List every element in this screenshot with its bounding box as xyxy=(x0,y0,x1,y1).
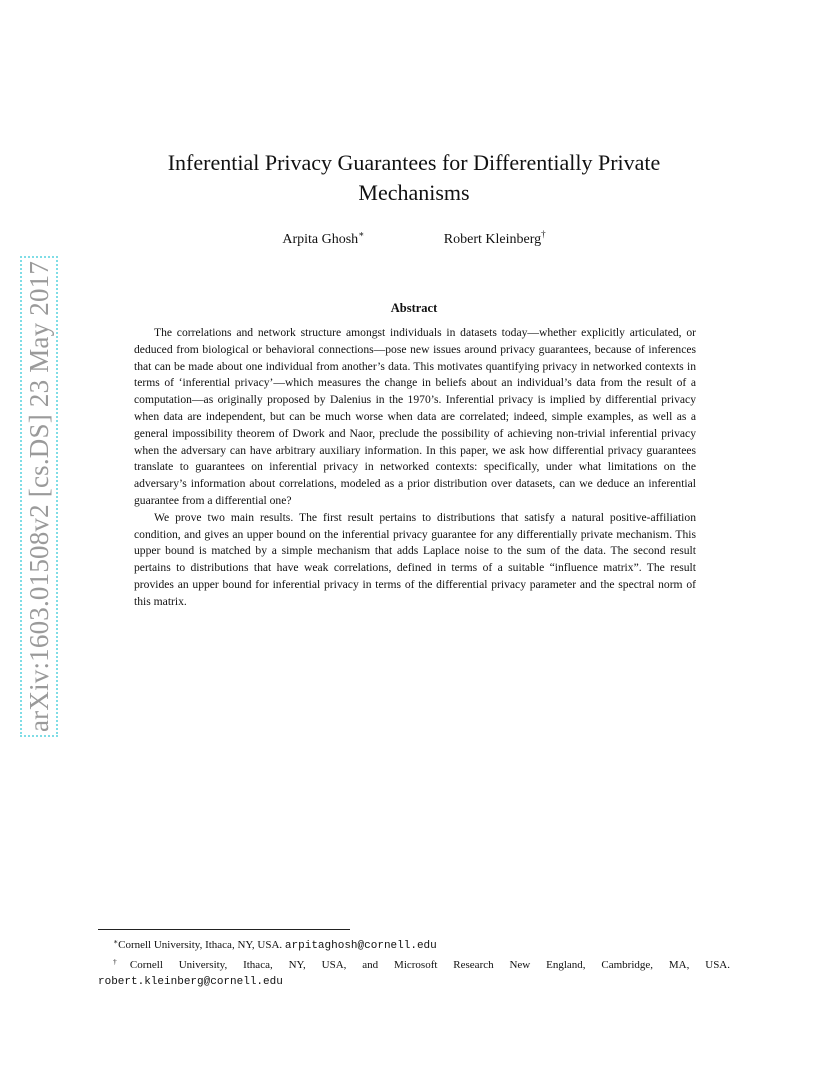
footnote-email: robert.kleinberg@cornell.edu xyxy=(98,976,283,988)
footnote-affiliation: Cornell University, Ithaca, NY, USA, and Microsoft Research New England, Cambridge, MA, USA. xyxy=(129,959,731,971)
author-list xyxy=(0,229,828,248)
author-name: Robert Kleinberg xyxy=(443,232,542,247)
footnote-mark: ∗ xyxy=(113,937,119,946)
footnote-affiliation: Cornell University, Ithaca, NY, USA. xyxy=(118,939,285,951)
page-title: Inferential Privacy Guarantees for Differentially Private Mechanisms xyxy=(167,150,661,205)
footnote-kleinberg xyxy=(98,954,730,990)
footnotes xyxy=(98,934,730,990)
abstract-paragraph-1: The correlations and network structure amongst individuals in datasets today—whether explicitly articulated, or deduced from biological or behavioral connections—pose new issues around privacy guarantees, because of inferences that can be made about one individual from another’s data. This motivates quantifying privacy in networked contexts in terms of ‘inferential privacy’—which measures the change in beliefs about an individual’s data from the result of a computation—as originally proposed by Dalenius in the 1970’s. Inferential privacy is implied by differential privacy when data are independent, but can be much worse when data are correlated; indeed, simple examples, as well as a general impossibility theorem of Dwork and Naor, preclude the possibility of achieving non-trivial inferential privacy when the adversary can have arbitrary auxiliary information. In this paper, we ask how differential privacy guarantees translate to guarantees on inferential privacy in networked contexts: specifically, under what limitations on the adversary’s information about correlations, modeled as a prior distribution over datasets, can we deduce an inferential guarantee from a differential one? xyxy=(134,326,696,507)
footnote-email: arpitaghosh@cornell.edu xyxy=(284,940,437,952)
abstract-heading: Abstract xyxy=(390,301,438,315)
author-ghosh xyxy=(282,229,364,248)
abstract-body xyxy=(134,325,696,611)
author-footnote-mark: ∗ xyxy=(358,229,365,239)
author-kleinberg xyxy=(444,229,546,248)
arxiv-identifier-stamp: arXiv:1603.01508v2 [cs.DS] 23 May 2017 xyxy=(20,256,58,737)
footnote-ghosh xyxy=(98,934,730,954)
footnote-mark: † xyxy=(113,957,130,966)
author-footnote-mark: † xyxy=(541,229,546,239)
abstract-paragraph-2: We prove two main results. The first result pertains to distributions that satisfy a natural positive-affiliation condition, and gives an upper bound on the inferential privacy guarantee for any differentially private mechanism. This upper bound is matched by a simple mechanism that adds Laplace noise to the sum of the data. The second result pertains to distributions that have weak correlations, defined in terms of a suitable “influence matrix”. The result provides an upper bound for inferential privacy in terms of the differential privacy parameter and the spectral norm of this matrix. xyxy=(134,510,696,608)
footnote-rule xyxy=(98,929,350,930)
author-name: Arpita Ghosh xyxy=(282,232,359,247)
